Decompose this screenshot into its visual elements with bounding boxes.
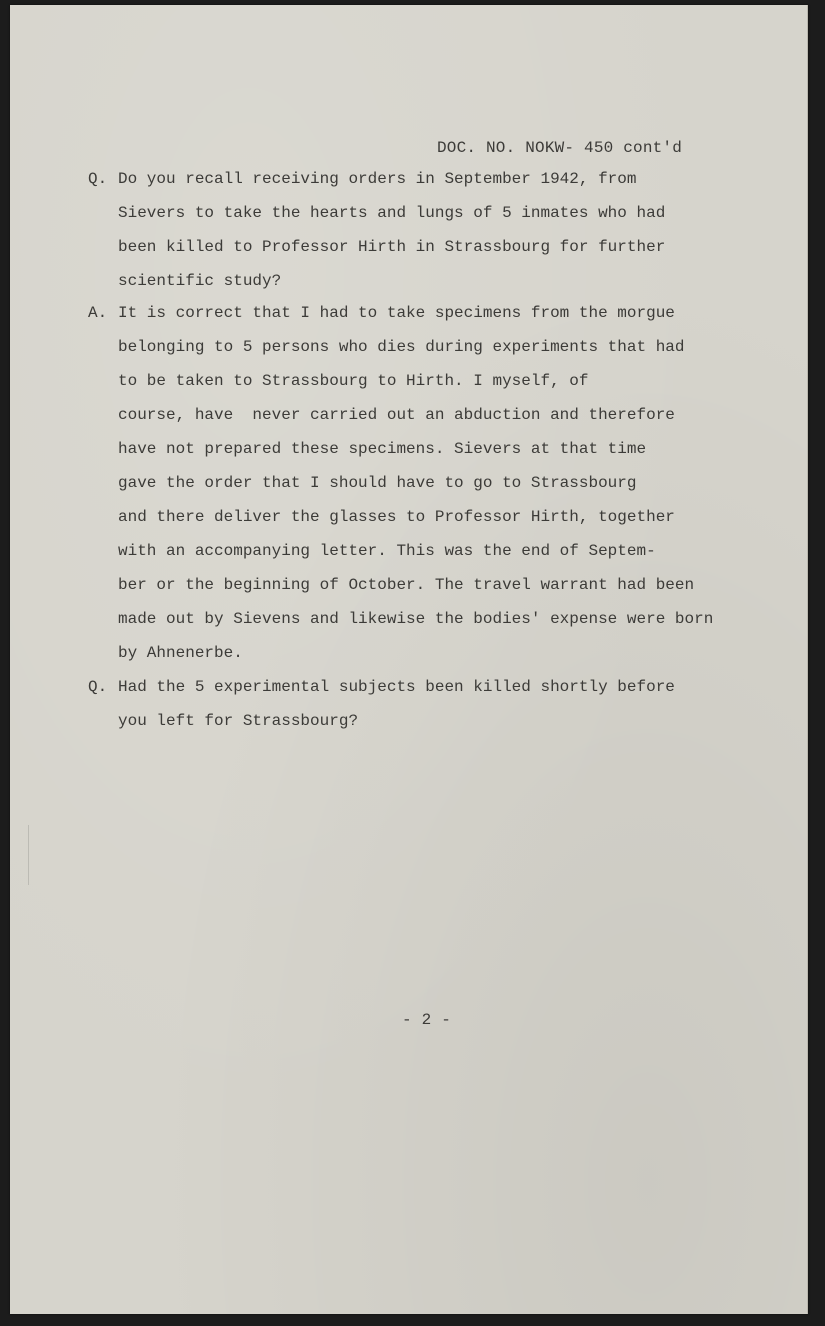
text-line: been killed to Professor Hirth in Strassbourg for further — [118, 238, 666, 256]
text-line: belonging to 5 persons who dies during experiments that had — [118, 338, 685, 356]
paper-crease — [28, 825, 29, 885]
document-page — [10, 5, 808, 1314]
text-line: Do you recall receiving orders in September 1942, from — [118, 170, 637, 188]
text-line: gave the order that I should have to go to Strassbourg — [118, 474, 637, 492]
text-line: It is correct that I had to take specimens from the morgue — [118, 304, 675, 322]
question-marker: Q. — [88, 678, 108, 696]
question-marker: Q. — [88, 170, 108, 188]
text-line: made out by Sievens and likewise the bodies' expense were born — [118, 610, 714, 628]
text-line: course, have never carried out an abduction and therefore — [118, 406, 675, 424]
text-line: Sievers to take the hearts and lungs of 5 inmates who had — [118, 204, 666, 222]
text-line: ber or the beginning of October. The travel warrant had been — [118, 576, 695, 594]
answer-marker: A. — [88, 304, 108, 322]
text-line: you left for Strassbourg? — [118, 712, 359, 730]
text-line: Had the 5 experimental subjects been killed shortly before — [118, 678, 675, 696]
text-line: with an accompanying letter. This was the end of Septem- — [118, 542, 656, 560]
text-line: to be taken to Strassbourg to Hirth. I myself, of — [118, 372, 589, 390]
document-number-header: DOC. NO. NOKW- 450 cont'd — [437, 139, 683, 157]
text-line: and there deliver the glasses to Professor Hirth, together — [118, 508, 675, 526]
text-line: scientific study? — [118, 272, 282, 290]
text-line: have not prepared these specimens. Sievers at that time — [118, 440, 647, 458]
text-line: by Ahnenerbe. — [118, 644, 243, 662]
page-number: - 2 - — [402, 1011, 452, 1029]
